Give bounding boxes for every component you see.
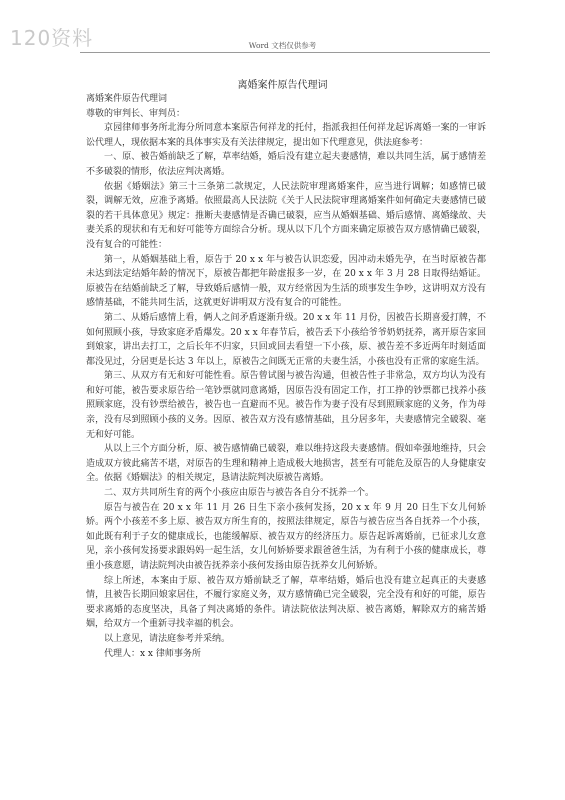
- signature: 代理人：x x 律师事务所: [104, 648, 201, 659]
- document-body: [86, 92, 486, 661]
- paragraph: 二、双方共同所生育的两个小孩应由原告与被告各自分不抚养一个。: [104, 488, 375, 499]
- document-title: 离婚案件原告代理词: [237, 80, 328, 91]
- header-divider: [80, 52, 490, 53]
- paragraph: 一、原、被告婚前缺乏了解，草率结婚，婚后没有建立起夫妻感情，难以共同生活，属于感情差不多破裂的情形，依法应判决离婚。: [86, 152, 486, 177]
- paragraph: 第一，从婚姻基础上看，原告于 20 x x 年与被告认识恋爱，因冲动未婚先孕，在当时原被告都未达到法定结婚年龄的情况下，原被告都把年龄虚报多一岁，在 20 x x 年 3 月 28 日取得结婚证。原被告在结婚前缺乏了解，导致婚后感情一般，双方经常因为生活的琐事发生争吵，这讲明双方没有感情基础，不能共同生活，这就更好讲明双方没有复合的可能性。: [86, 254, 486, 309]
- watermark: 120资料: [10, 26, 94, 50]
- paragraph: 依据《婚姻法》第三十三条第二款规定，人民法院审理离婚案件，应当进行调解；如感情已破裂，调解无效，应准予离婚。依照最高人民法院《关于人民法院审理离婚案件如何确定夫妻感情已破裂的若干具体意见》规定：推断夫妻感情是否确已破裂，应当从婚姻基础、婚后感情、离婚缘故、夫妻关系的现状和有无和好可能等方面综合分析。现从以下几个方面来确定原被告双方感情确已破裂，没有复合的可能性：: [86, 181, 486, 250]
- header-note: Word 文档仅供参考: [248, 41, 317, 50]
- paragraph: 从以上三个方面分析，原、被告感情确已破裂，难以维持这段夫妻感情。假如牵强地维持，只会造成双方彼此痛苦不堪，对原告的生理和精神上造成极大地损害，甚至有可能危及原告的人身健康安全。依据《婚姻法》的相关规定，恳请法院判决原被告离婚。: [86, 444, 486, 484]
- document-subtitle: 离婚案件原告代理词: [86, 94, 168, 104]
- paragraph: 综上所述，本案由于原、被告双方婚前缺乏了解，草率结婚，婚后也没有建立起真正的夫妻感情，且被告长期回娘家居住，不履行家庭义务，双方感情确已完全破裂，完全没有和好的可能，原告要求离婚的态度坚决，具备了判决离婚的条件。请法院依法判决原、被告离婚，解除双方的痛苦婚姻，给双方一个重新寻找幸福的机会。: [86, 575, 486, 630]
- paragraph: 第二、从婚后感情上看，俩人之间矛盾逐渐升级。20 x x 年 11 月份，因被告长期喜爱打牌，不如何照顾小孩，导致家庭矛盾爆发。20 x x 年春节后，被告丢下小孩给爷爷奶奶抚养，离开原告家回到娘家，讲出去打工，之后长年不归家，只回或回去看望一下小孩，原、被告差不多近两年时刻适面都没见过，分居更是长达 3 年以上，原被告之间既无正常的夫妻生活，小孩也没有正常的家庭生活。: [86, 312, 486, 367]
- paragraph: 第三、从双方有无和好可能性看。原告曾试图与被告沟通，但被告性子非常急，双方均认为没有和好可能，被告要求原告给一笔钞票就同意离婚，因原告没有固定工作，打工挣的钞票都已找养小孩照顾家庭，没有钞票给被告，被告也一直避而不见。被告作为妻子没有尽到照顾家庭的义务，作为母亲，没有尽到照顾小孩的义务。因原、被告双方没有感情基础，且分居多年，夫妻感情完全破裂、毫无和好可能。: [86, 371, 486, 440]
- salutation: 尊敬的审判长、审判员：: [86, 108, 186, 119]
- paragraph: 以上意见，请法庭参考并采纳。: [104, 633, 231, 644]
- paragraph: 原告与被告在 20 x x 年 11 月 26 日生下亲小孩何发扬，20 x x 年 9 月 20 日生下女儿何娇娇。两个小孩差不多上原、被告双方所生育的，按照法律规定，原告与被告应当各自抚养一个小孩，如此既有利于子女的健康成长，也能缓解原、被告双方的经济压力。原告起诉离婚前，已征求儿女意见，亲小孩何发扬要求跟妈妈一起生活，女儿何娇娇要求跟爸爸生活，为有利于小孩的健康成长，尊重小孩意愿，请法院判决由被告抚养亲小孩何发扬由原告抚养女儿何娇娇。: [86, 502, 486, 571]
- paragraph: 京园律师事务所北海分所同意本案原告何祥龙的托付，指派我担任何祥龙起诉离婚一案的一审诉讼代理人，现依据本案的具体事实及有关法律规定，提出如下代理意见，供法庭参考：: [86, 123, 486, 148]
